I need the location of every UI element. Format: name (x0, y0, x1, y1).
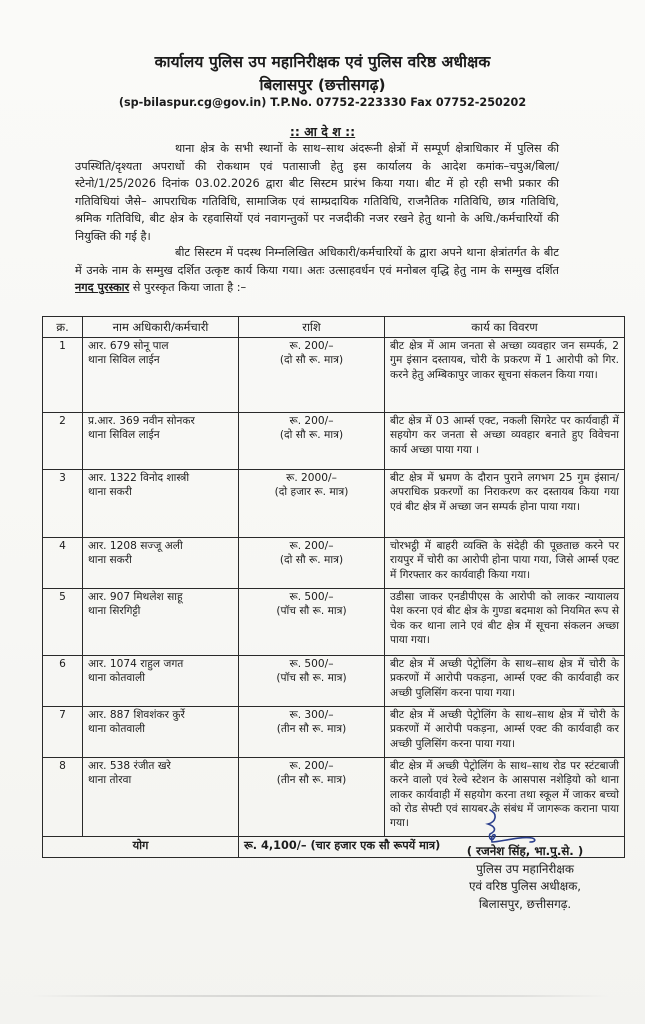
signatory-name: ( रजनेश सिंह, भा.पु.से. ) (466, 844, 584, 858)
row-description: बीट क्षेत्र में भ्रमण के दौरान पुराने लगभग 25 गुम इंसान/अपराधिक प्रकरणों का निराकरण कर दस्तायब किया गया एवं बीट क्षेत्र में अच्छा जन सम्पर्क होना पाया गया। (385, 470, 625, 538)
officer-station: थाना सिरगिट्टी (88, 605, 141, 618)
cash-reward-emphasis: नगद पुरस्कार (75, 281, 130, 295)
row-officer (83, 656, 239, 707)
table-row (43, 338, 625, 413)
row-description: उडीसा जाकर एनडीपीएस के आरोपी को लाकर न्यायालय पेश करना एवं बीट क्षेत्र के गुण्डा बदमाश को नियमित रूप से चेक कर थाना लाने एवं बीट क्षेत्र में सूचना संकलन अच्छा पाया गया। (385, 589, 625, 656)
header-description: कार्य का विवरण (385, 317, 625, 338)
signatory-location: बिलासपुर, छत्तीसगढ़. (478, 896, 572, 911)
row-description: बीट क्षेत्र में अच्छी पेट्रोलिंग के साथ–साथ रोड पर स्टंटबाजी करने वालो एवं रेल्वे स्टेशन के आसपास नशेड़ियो को थाना लाकर कार्यवाही में सहयोग करना तथा स्कूल में जाकर बच्चो को रोड सेफ्टी एवं सायबर के संबंध में जागरूक कराना पाया गया। (385, 758, 625, 837)
amount-figure: रू. 200/– (289, 340, 334, 353)
officer-station: थाना सकरी (88, 486, 132, 499)
row-description: चोरभट्ठी में बाहरी व्यक्ति के संदेही की पूछताछ करने पर रायपुर में चोरी का आरोपी होना पाया गया, जिसे आर्म्स एक्ट में गिरफ्तार कर कार्यवाही किया गया। (385, 538, 625, 589)
row-amount (239, 538, 385, 589)
signatory-designation-1: पुलिस उप महानिरीक्षक (476, 861, 574, 876)
row-amount (239, 589, 385, 656)
amount-words: (तीन सौ रू. मात्र) (276, 774, 347, 787)
order-paragraph-2 (75, 244, 559, 297)
row-officer (83, 707, 239, 758)
officer-name: आर. 679 सोनू पाल (88, 340, 169, 353)
amount-figure: रू. 500/– (289, 658, 334, 671)
officer-name: आर. 1208 सज्जू अली (88, 540, 183, 553)
order-heading (0, 123, 645, 140)
order-heading-text: :: आ दे श :: (289, 124, 356, 139)
office-title: कार्यालय पुलिस उप महानिरीक्षक एवं पुलिस वरिष्ठ अधीक्षक (154, 53, 491, 71)
table-row (43, 538, 625, 589)
amount-figure: रू. 2000/– (286, 472, 337, 485)
table-row (43, 707, 625, 758)
signatory-designation-2: एवं वरिष्ठ पुलिस अधीक्षक, (468, 879, 582, 893)
officer-name: आर. 907 मिथलेश साहू (88, 591, 183, 604)
officer-station: थाना तोरवा (88, 774, 132, 787)
table-row (43, 470, 625, 538)
row-description: बीट क्षेत्र में आम जनता से अच्छा व्यवहार जन सम्पर्क, 2 गुम इंसान दस्तायब, चोरी के प्रकरण में 1 आरोपी को गिर. करने हेतु अम्बिकापुर जाकर सूचना संकलन किया गया। (385, 338, 625, 413)
amount-words: (दो हजार रू. मात्र) (274, 486, 349, 499)
row-serial: 3 (43, 470, 83, 538)
amount-words: (तीन सौ रू. मात्र) (276, 723, 347, 736)
amount-words: (दो सौ रू. मात्र) (279, 554, 344, 567)
order-paragraph-1: थाना क्षेत्र के सभी स्थानों के साथ–साथ अंदरूनी क्षेत्रों में सम्पूर्ण क्षेत्राधिकार में पुलिस की उपस्थिति/दृश्यता अपराधों की रोकथाम एवं पतासाजी हेतु इस कार्यालय के आदेश कमांक–चपुअ/बिला/स्टेनो/1/25/2026 दिनांक 03.02.2026 द्वारा बीट सिस्टम प्रारंभ किया गया। बीट में हो रही सभी प्रकार की गतिविधियां जैसे– आपराधिक गतिविधि, सामाजिक एवं साम्प्रदायिक गतिविधि, राजनैतिक गतिविधि, छात्र गतिविधि, श्रमिक गतिविधि, बीट क्षेत्र के रहवासियों एवं नवागन्तुकों पर नजदीकी नजर रखने हेतु थानो के अधि./कर्मचारियों की नियुक्ति की गई है। (75, 142, 559, 243)
header-serial: क्र. (43, 317, 83, 338)
amount-words: (पॉच सौ रू. मात्र) (276, 605, 347, 618)
office-contact: (sp-bilaspur.cg@gov.in) T.P.No. 07752-223330 Fax 07752-250202 (118, 96, 527, 109)
bleed-through-line (30, 995, 610, 997)
row-amount (239, 758, 385, 837)
row-amount (239, 338, 385, 413)
row-description: बीट क्षेत्र में 03 आर्म्स एक्ट, नकली सिगरेट पर कार्यवाही में सहयोग कर जनता से अच्छा व्यवहार बनाते हुए विवेचना कार्य अच्छा पाया गया । (385, 413, 625, 470)
row-serial: 2 (43, 413, 83, 470)
row-serial: 7 (43, 707, 83, 758)
table-row (43, 656, 625, 707)
row-amount (239, 470, 385, 538)
officer-name: आर. 887 शिवशंकर कुर्रे (88, 709, 185, 722)
office-city: बिलासपुर (छत्तीसगढ़) (259, 76, 386, 94)
paragraph-2-text: बीट सिस्टम में पदस्थ निम्नलिखित अधिकारी/कर्मचारियों के द्वारा अपने थाना क्षेत्रांतर्गत के बीट में उनके नाम के सम्मुख दर्शित उत्कृष्ट कार्य किया गया। अतः उत्साहवर्धन एवं मनोबल वृद्धि हेतु नाम के सम्मुख दर्शित (75, 246, 559, 277)
officer-station: थाना कोतवाली (88, 672, 145, 685)
table-row (43, 589, 625, 656)
table-row (43, 413, 625, 470)
row-description: बीट क्षेत्र में अच्छी पेट्रोलिंग के साथ–साथ क्षेत्र में चोरी के प्रकरणों में आरोपी पकड़ना, आर्म्स एक्ट की कार्यवाही कर अच्छी पुलिसिंग करना पाया गया। (385, 656, 625, 707)
amount-words: (पॉच सौ रू. मात्र) (276, 672, 347, 685)
row-serial: 5 (43, 589, 83, 656)
awards-table (42, 316, 625, 858)
row-officer (83, 758, 239, 837)
row-officer (83, 589, 239, 656)
amount-figure: रू. 200/– (289, 415, 334, 428)
total-label: योग (43, 837, 239, 858)
officer-station: थाना सकरी (88, 554, 132, 567)
row-officer (83, 470, 239, 538)
header-amount: राशि (239, 317, 385, 338)
row-serial: 1 (43, 338, 83, 413)
officer-name: आर. 1322 विनोद शास्त्री (88, 472, 190, 485)
amount-figure: रू. 200/– (289, 760, 334, 773)
row-amount (239, 413, 385, 470)
amount-figure: रू. 500/– (289, 591, 334, 604)
amount-words: (दो सौ रू. मात्र) (279, 354, 344, 367)
row-serial: 4 (43, 538, 83, 589)
officer-name: प्र.आर. 369 नवीन सोनकर (88, 415, 195, 428)
officer-name: आर. 538 रंजीत खरे (88, 760, 171, 773)
row-serial: 6 (43, 656, 83, 707)
signatory-block (430, 843, 620, 913)
row-amount (239, 656, 385, 707)
paragraph-2-tail: से पुरस्कृत किया जाता है :– (129, 281, 247, 295)
amount-words: (दो सौ रू. मात्र) (279, 429, 344, 442)
row-description: बीट क्षेत्र में अच्छी पेट्रोलिंग के साथ–साथ क्षेत्र में चोरी के प्रकरणों में आरोपी पकड़ना, आर्म्स एक्ट की कार्यवाही कर अच्छी पुलिसिंग करना पाया गया। (385, 707, 625, 758)
row-officer (83, 413, 239, 470)
officer-name: आर. 1074 राहुल जगत (88, 658, 184, 671)
amount-figure: रू. 200/– (289, 540, 334, 553)
table-header-row (43, 317, 625, 338)
row-officer (83, 338, 239, 413)
total-value: रू. 4,100/– (चार हजार एक सौ रूपयें मात्र) (239, 837, 625, 858)
officer-station: थाना सिविल लाईन (88, 429, 160, 442)
officer-station: थाना सिविल लाईन (88, 354, 160, 367)
row-amount (239, 707, 385, 758)
officer-station: थाना कोतवाली (88, 723, 145, 736)
row-officer (83, 538, 239, 589)
amount-figure: रू. 300/– (289, 709, 334, 722)
header-name: नाम अधिकारी/कर्मचारी (83, 317, 239, 338)
row-serial: 8 (43, 758, 83, 837)
